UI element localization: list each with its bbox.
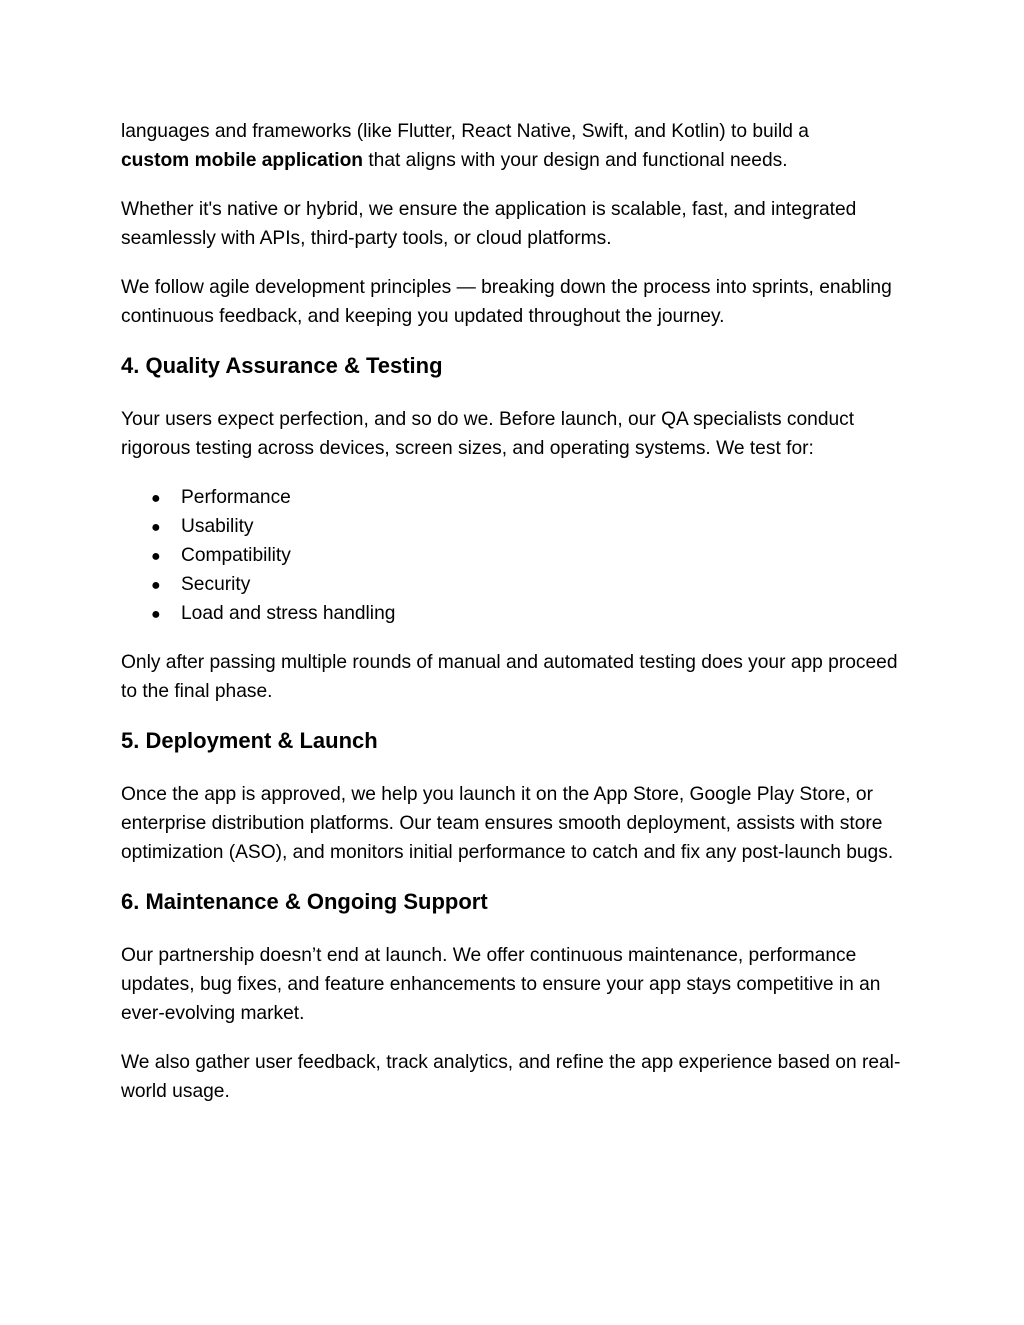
intro-bold-phrase: custom mobile application xyxy=(121,150,364,171)
list-item-label: Security xyxy=(181,574,251,595)
maintenance-paragraph-1: Our partnership doesn’t end at launch. We offer continuous maintenance, performance updates, bug fixes, and feature enhancements to ensure your app stays competitive in an ever-evolving market. xyxy=(121,945,881,1024)
deployment-paragraph: Once the app is approved, we help you launch it on the App Store, Google Play Store, or enterprise distribution platforms. Our team ensures smooth deployment, assists with store optimization (ASO), and monitors initial performance to catch and fix any post-launch bugs. xyxy=(121,784,894,863)
list-item-label: Performance xyxy=(181,487,291,508)
section-heading-quality-assurance: 4. Quality Assurance & Testing xyxy=(121,353,443,378)
list-item-label: Usability xyxy=(181,516,254,537)
qa-test-list xyxy=(121,483,901,628)
list-item-label: Compatibility xyxy=(181,545,291,566)
bullet-icon: ● xyxy=(151,490,161,507)
intro-paragraph-2: Whether it's native or hybrid, we ensure the application is scalable, fast, and integrated seamlessly with APIs, third-party tools, or cloud platforms. xyxy=(121,199,857,249)
bullet-icon: ● xyxy=(151,577,161,594)
maintenance-paragraph-2: We also gather user feedback, track analytics, and refine the app experience based on real-world usage. xyxy=(121,1052,901,1102)
list-item xyxy=(121,570,901,599)
list-item xyxy=(121,599,901,628)
bullet-icon: ● xyxy=(151,548,161,565)
section-heading-deployment: 5. Deployment & Launch xyxy=(121,728,378,753)
list-item xyxy=(121,512,901,541)
bullet-icon: ● xyxy=(151,519,161,536)
qa-paragraph-1: Your users expect perfection, and so do we. Before launch, our QA specialists conduct rigorous testing across devices, screen sizes, and operating systems. We test for: xyxy=(121,409,855,459)
list-item xyxy=(121,483,901,512)
intro-text-end: that aligns with your design and functional needs. xyxy=(363,150,788,171)
section-heading-maintenance: 6. Maintenance & Ongoing Support xyxy=(121,889,488,914)
intro-text-start: languages and frameworks (like Flutter, React Native, Swift, and Kotlin) to build a xyxy=(121,121,809,142)
list-item xyxy=(121,541,901,570)
intro-paragraph-3: We follow agile development principles — breaking down the process into sprints, enabling continuous feedback, and keeping you updated throughout the journey. xyxy=(121,277,892,327)
list-item-label: Load and stress handling xyxy=(181,603,396,624)
intro-paragraph-1 xyxy=(121,117,901,175)
qa-paragraph-2: Only after passing multiple rounds of manual and automated testing does your app proceed to the final phase. xyxy=(121,652,898,702)
bullet-icon: ● xyxy=(151,606,161,623)
document-page xyxy=(121,117,901,1126)
